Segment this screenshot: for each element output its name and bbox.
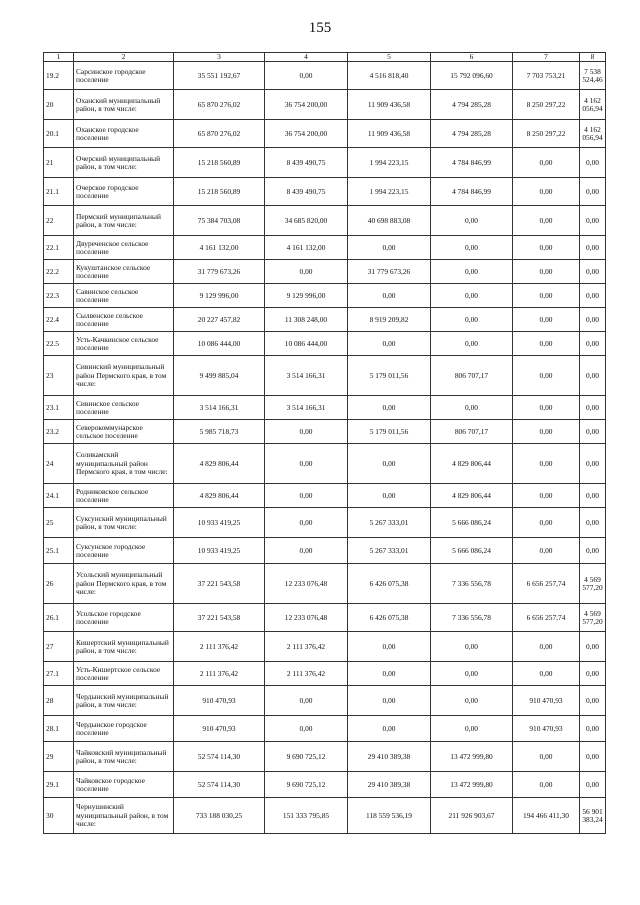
amount-cell-col6: 806 707,17 — [431, 356, 513, 396]
amount-cell-col3: 65 870 276,02 — [174, 120, 265, 148]
amount-cell-col7: 0,00 — [513, 772, 580, 798]
amount-cell-col6: 4 794 285,28 — [431, 120, 513, 148]
amount-cell-col5: 5 267 333,01 — [348, 538, 431, 564]
row-number-cell: 27.1 — [44, 662, 74, 686]
amount-cell-col4: 0,00 — [265, 420, 348, 444]
amount-cell-col8: 0,00 — [580, 284, 606, 308]
amount-cell-col7: 0,00 — [513, 356, 580, 396]
amount-cell-col3: 10 933 419,25 — [174, 508, 265, 538]
amount-cell-col3: 65 870 276,02 — [174, 90, 265, 120]
amount-cell-col3: 37 221 543,58 — [174, 564, 265, 604]
municipality-name-cell: Усольское городское поселение — [74, 604, 174, 632]
amount-cell-col4: 9 690 725,12 — [265, 772, 348, 798]
amount-cell-col6: 0,00 — [431, 396, 513, 420]
amount-cell-col5: 40 698 883,08 — [348, 206, 431, 236]
municipality-name-cell: Очерское городское поселение — [74, 178, 174, 206]
amount-cell-col7: 0,00 — [513, 148, 580, 178]
row-number-cell: 26 — [44, 564, 74, 604]
amount-cell-col3: 31 779 673,26 — [174, 260, 265, 284]
row-number-cell: 20.1 — [44, 120, 74, 148]
table-row — [44, 798, 606, 834]
amount-cell-col8: 4 569 577,20 — [580, 604, 606, 632]
amount-cell-col8: 0,00 — [580, 332, 606, 356]
amount-cell-col6: 4 829 806,44 — [431, 484, 513, 508]
row-number-cell: 24.1 — [44, 484, 74, 508]
municipality-name-cell: Сивинское сельское поселение — [74, 396, 174, 420]
amount-cell-col3: 52 574 114,30 — [174, 742, 265, 772]
amount-cell-col6: 4 794 285,28 — [431, 90, 513, 120]
amount-cell-col8: 0,00 — [580, 508, 606, 538]
amount-cell-col5: 5 267 333,01 — [348, 508, 431, 538]
table-row — [44, 686, 606, 716]
row-number-cell: 23.1 — [44, 396, 74, 420]
amount-cell-col3: 15 218 560,89 — [174, 178, 265, 206]
budget-table — [43, 52, 606, 834]
amount-cell-col5: 11 909 436,58 — [348, 120, 431, 148]
amount-cell-col8: 0,00 — [580, 206, 606, 236]
column-header: 1 — [44, 53, 74, 62]
amount-cell-col4: 36 754 200,00 — [265, 90, 348, 120]
municipality-name-cell: Чернушинский муниципальный район, в том числе: — [74, 798, 174, 834]
amount-cell-col6: 0,00 — [431, 308, 513, 332]
municipality-name-cell: Усть-Качкинское сельское поселение — [74, 332, 174, 356]
amount-cell-col4: 12 233 076,48 — [265, 604, 348, 632]
municipality-name-cell: Сарсинское городское поселение — [74, 62, 174, 90]
amount-cell-col8: 7 538 524,46 — [580, 62, 606, 90]
amount-cell-col4: 36 754 200,00 — [265, 120, 348, 148]
table-row — [44, 632, 606, 662]
amount-cell-col7: 0,00 — [513, 396, 580, 420]
row-number-cell: 28.1 — [44, 716, 74, 742]
row-number-cell: 20 — [44, 90, 74, 120]
amount-cell-col6: 0,00 — [431, 716, 513, 742]
amount-cell-col5: 6 426 075,38 — [348, 564, 431, 604]
amount-cell-col3: 75 384 703,08 — [174, 206, 265, 236]
amount-cell-col6: 0,00 — [431, 260, 513, 284]
amount-cell-col7: 0,00 — [513, 178, 580, 206]
amount-cell-col4: 0,00 — [265, 686, 348, 716]
amount-cell-col5: 1 994 223,15 — [348, 148, 431, 178]
amount-cell-col6: 0,00 — [431, 632, 513, 662]
amount-cell-col5: 0,00 — [348, 662, 431, 686]
amount-cell-col8: 0,00 — [580, 260, 606, 284]
amount-cell-col7: 0,00 — [513, 284, 580, 308]
amount-cell-col3: 910 470,93 — [174, 716, 265, 742]
table-row — [44, 236, 606, 260]
amount-cell-col8: 0,00 — [580, 662, 606, 686]
municipality-name-cell: Кишертский муниципальный район, в том числе: — [74, 632, 174, 662]
amount-cell-col3: 733 188 030,25 — [174, 798, 265, 834]
amount-cell-col8: 0,00 — [580, 148, 606, 178]
amount-cell-col3: 3 514 166,31 — [174, 396, 265, 420]
row-number-cell: 29.1 — [44, 772, 74, 798]
row-number-cell: 23.2 — [44, 420, 74, 444]
amount-cell-col5: 8 919 209,82 — [348, 308, 431, 332]
amount-cell-col4: 10 086 444,00 — [265, 332, 348, 356]
amount-cell-col5: 0,00 — [348, 632, 431, 662]
amount-cell-col4: 8 439 490,75 — [265, 178, 348, 206]
table-row — [44, 484, 606, 508]
column-header: 4 — [265, 53, 348, 62]
amount-cell-col7: 0,00 — [513, 742, 580, 772]
amount-cell-col7: 910 470,93 — [513, 686, 580, 716]
amount-cell-col7: 0,00 — [513, 508, 580, 538]
amount-cell-col4: 9 690 725,12 — [265, 742, 348, 772]
column-header: 3 — [174, 53, 265, 62]
amount-cell-col7: 0,00 — [513, 420, 580, 444]
row-number-cell: 29 — [44, 742, 74, 772]
amount-cell-col6: 0,00 — [431, 206, 513, 236]
amount-cell-col5: 11 909 436,58 — [348, 90, 431, 120]
amount-cell-col4: 0,00 — [265, 538, 348, 564]
amount-cell-col7: 7 703 753,21 — [513, 62, 580, 90]
amount-cell-col5: 0,00 — [348, 236, 431, 260]
amount-cell-col6: 0,00 — [431, 332, 513, 356]
row-number-cell: 25 — [44, 508, 74, 538]
table-row — [44, 662, 606, 686]
amount-cell-col8: 0,00 — [580, 444, 606, 484]
amount-cell-col5: 0,00 — [348, 284, 431, 308]
municipality-name-cell: Кукуштанское сельское поселение — [74, 260, 174, 284]
amount-cell-col6: 5 666 086,24 — [431, 508, 513, 538]
municipality-name-cell: Соликамский муниципальный район Пермского края, в том числе: — [74, 444, 174, 484]
amount-cell-col7: 0,00 — [513, 332, 580, 356]
table-row — [44, 178, 606, 206]
amount-cell-col7: 6 656 257,74 — [513, 604, 580, 632]
row-number-cell: 21.1 — [44, 178, 74, 206]
amount-cell-col4: 8 439 490,75 — [265, 148, 348, 178]
amount-cell-col5: 0,00 — [348, 444, 431, 484]
municipality-name-cell: Двуреченское сельское поселение — [74, 236, 174, 260]
amount-cell-col8: 0,00 — [580, 308, 606, 332]
amount-cell-col8: 4 162 056,94 — [580, 90, 606, 120]
amount-cell-col7: 0,00 — [513, 632, 580, 662]
row-number-cell: 28 — [44, 686, 74, 716]
table-row — [44, 716, 606, 742]
table-header-row — [44, 53, 606, 62]
amount-cell-col4: 12 233 076,48 — [265, 564, 348, 604]
amount-cell-col3: 9 499 885,04 — [174, 356, 265, 396]
amount-cell-col4: 0,00 — [265, 484, 348, 508]
municipality-name-cell: Северокоммунарское сельское поселение — [74, 420, 174, 444]
table-row — [44, 356, 606, 396]
amount-cell-col4: 4 161 132,00 — [265, 236, 348, 260]
amount-cell-col5: 1 994 223,15 — [348, 178, 431, 206]
municipality-name-cell: Оханский муниципальный район, в том числе: — [74, 90, 174, 120]
municipality-name-cell: Пермский муниципальный район, в том числе: — [74, 206, 174, 236]
amount-cell-col6: 806 707,17 — [431, 420, 513, 444]
amount-cell-col4: 3 514 166,31 — [265, 356, 348, 396]
table-row — [44, 742, 606, 772]
amount-cell-col8: 0,00 — [580, 632, 606, 662]
row-number-cell: 30 — [44, 798, 74, 834]
amount-cell-col5: 118 559 536,19 — [348, 798, 431, 834]
amount-cell-col7: 0,00 — [513, 260, 580, 284]
amount-cell-col5: 5 179 011,56 — [348, 356, 431, 396]
amount-cell-col5: 0,00 — [348, 396, 431, 420]
amount-cell-col5: 0,00 — [348, 484, 431, 508]
row-number-cell: 22.1 — [44, 236, 74, 260]
amount-cell-col4: 151 333 795,85 — [265, 798, 348, 834]
amount-cell-col6: 0,00 — [431, 686, 513, 716]
table-row — [44, 206, 606, 236]
amount-cell-col7: 194 466 411,30 — [513, 798, 580, 834]
amount-cell-col6: 0,00 — [431, 236, 513, 260]
amount-cell-col4: 0,00 — [265, 260, 348, 284]
amount-cell-col7: 0,00 — [513, 206, 580, 236]
amount-cell-col8: 0,00 — [580, 356, 606, 396]
amount-cell-col6: 5 666 086,24 — [431, 538, 513, 564]
amount-cell-col8: 0,00 — [580, 686, 606, 716]
amount-cell-col8: 56 901 383,24 — [580, 798, 606, 834]
municipality-name-cell: Оханское городское поселение — [74, 120, 174, 148]
amount-cell-col8: 0,00 — [580, 742, 606, 772]
amount-cell-col8: 0,00 — [580, 716, 606, 742]
amount-cell-col5: 31 779 673,26 — [348, 260, 431, 284]
amount-cell-col5: 5 179 011,56 — [348, 420, 431, 444]
amount-cell-col6: 4 784 846,99 — [431, 178, 513, 206]
table-row — [44, 260, 606, 284]
amount-cell-col8: 4 569 577,20 — [580, 564, 606, 604]
amount-cell-col3: 2 111 376,42 — [174, 662, 265, 686]
municipality-name-cell: Сивинский муниципальный район Пермского края, в том числе: — [74, 356, 174, 396]
amount-cell-col7: 0,00 — [513, 236, 580, 260]
table-row — [44, 564, 606, 604]
table-row — [44, 508, 606, 538]
amount-cell-col3: 52 574 114,30 — [174, 772, 265, 798]
row-number-cell: 27 — [44, 632, 74, 662]
amount-cell-col5: 0,00 — [348, 332, 431, 356]
amount-cell-col6: 0,00 — [431, 284, 513, 308]
municipality-name-cell: Савинское сельское поселение — [74, 284, 174, 308]
amount-cell-col8: 0,00 — [580, 484, 606, 508]
amount-cell-col8: 0,00 — [580, 420, 606, 444]
amount-cell-col4: 0,00 — [265, 62, 348, 90]
table-row — [44, 90, 606, 120]
amount-cell-col7: 0,00 — [513, 538, 580, 564]
municipality-name-cell: Усольский муниципальный район Пермского края, в том числе: — [74, 564, 174, 604]
table-row — [44, 308, 606, 332]
amount-cell-col7: 0,00 — [513, 308, 580, 332]
table-row — [44, 148, 606, 178]
amount-cell-col6: 4 784 846,99 — [431, 148, 513, 178]
amount-cell-col7: 0,00 — [513, 484, 580, 508]
table-row — [44, 604, 606, 632]
table-row — [44, 444, 606, 484]
municipality-name-cell: Чайковское городское поселение — [74, 772, 174, 798]
amount-cell-col7: 8 250 297,22 — [513, 120, 580, 148]
municipality-name-cell: Сылвенское сельское поселение — [74, 308, 174, 332]
column-header: 8 — [580, 53, 606, 62]
amount-cell-col3: 5 985 718,73 — [174, 420, 265, 444]
row-number-cell: 22.4 — [44, 308, 74, 332]
row-number-cell: 22.5 — [44, 332, 74, 356]
amount-cell-col5: 29 410 389,38 — [348, 742, 431, 772]
amount-cell-col6: 15 792 096,60 — [431, 62, 513, 90]
amount-cell-col4: 0,00 — [265, 444, 348, 484]
table-body — [44, 62, 606, 834]
amount-cell-col7: 910 470,93 — [513, 716, 580, 742]
row-number-cell: 21 — [44, 148, 74, 178]
municipality-name-cell: Чердынский муниципальный район, в том числе: — [74, 686, 174, 716]
amount-cell-col4: 0,00 — [265, 508, 348, 538]
municipality-name-cell: Усть-Кишертское сельское поселение — [74, 662, 174, 686]
amount-cell-col5: 0,00 — [348, 716, 431, 742]
amount-cell-col8: 4 162 056,94 — [580, 120, 606, 148]
municipality-name-cell: Суксунское городское поселение — [74, 538, 174, 564]
municipality-name-cell: Родниковское сельское поселение — [74, 484, 174, 508]
amount-cell-col8: 0,00 — [580, 396, 606, 420]
amount-cell-col3: 4 829 806,44 — [174, 484, 265, 508]
amount-cell-col3: 10 086 444,00 — [174, 332, 265, 356]
amount-cell-col4: 3 514 166,31 — [265, 396, 348, 420]
amount-cell-col3: 35 551 192,67 — [174, 62, 265, 90]
row-number-cell: 22 — [44, 206, 74, 236]
amount-cell-col5: 0,00 — [348, 686, 431, 716]
table-row — [44, 62, 606, 90]
amount-cell-col4: 2 111 376,42 — [265, 632, 348, 662]
amount-cell-col5: 6 426 075,38 — [348, 604, 431, 632]
amount-cell-col4: 9 129 996,00 — [265, 284, 348, 308]
amount-cell-col7: 0,00 — [513, 662, 580, 686]
table-row — [44, 772, 606, 798]
row-number-cell: 24 — [44, 444, 74, 484]
municipality-name-cell: Очерский муниципальный район, в том числе: — [74, 148, 174, 178]
table-row — [44, 284, 606, 308]
table-row — [44, 420, 606, 444]
column-header: 6 — [431, 53, 513, 62]
amount-cell-col3: 15 218 560,89 — [174, 148, 265, 178]
row-number-cell: 22.3 — [44, 284, 74, 308]
amount-cell-col5: 4 516 818,40 — [348, 62, 431, 90]
table-row — [44, 120, 606, 148]
amount-cell-col8: 0,00 — [580, 178, 606, 206]
amount-cell-col6: 7 336 556,78 — [431, 604, 513, 632]
amount-cell-col6: 13 472 999,80 — [431, 772, 513, 798]
column-header: 5 — [348, 53, 431, 62]
amount-cell-col7: 0,00 — [513, 444, 580, 484]
amount-cell-col6: 7 336 556,78 — [431, 564, 513, 604]
amount-cell-col3: 20 227 457,82 — [174, 308, 265, 332]
amount-cell-col3: 4 829 806,44 — [174, 444, 265, 484]
municipality-name-cell: Чердынское городское поселение — [74, 716, 174, 742]
column-header: 7 — [513, 53, 580, 62]
amount-cell-col8: 0,00 — [580, 236, 606, 260]
municipality-name-cell: Чайковский муниципальный район, в том числе: — [74, 742, 174, 772]
amount-cell-col8: 0,00 — [580, 538, 606, 564]
amount-cell-col5: 29 410 389,38 — [348, 772, 431, 798]
amount-cell-col3: 910 470,93 — [174, 686, 265, 716]
table-row — [44, 332, 606, 356]
amount-cell-col3: 2 111 376,42 — [174, 632, 265, 662]
amount-cell-col6: 0,00 — [431, 662, 513, 686]
amount-cell-col7: 8 250 297,22 — [513, 90, 580, 120]
page-number: 155 — [308, 20, 332, 36]
row-number-cell: 22.2 — [44, 260, 74, 284]
amount-cell-col8: 0,00 — [580, 772, 606, 798]
amount-cell-col3: 9 129 996,00 — [174, 284, 265, 308]
row-number-cell: 23 — [44, 356, 74, 396]
amount-cell-col4: 0,00 — [265, 716, 348, 742]
amount-cell-col4: 11 308 248,00 — [265, 308, 348, 332]
amount-cell-col7: 6 656 257,74 — [513, 564, 580, 604]
amount-cell-col3: 4 161 132,00 — [174, 236, 265, 260]
amount-cell-col4: 34 685 820,00 — [265, 206, 348, 236]
amount-cell-col6: 211 926 903,67 — [431, 798, 513, 834]
column-header: 2 — [74, 53, 174, 62]
amount-cell-col6: 13 472 999,80 — [431, 742, 513, 772]
table-row — [44, 396, 606, 420]
amount-cell-col6: 4 829 806,44 — [431, 444, 513, 484]
row-number-cell: 19.2 — [44, 62, 74, 90]
amount-cell-col3: 37 221 543,58 — [174, 604, 265, 632]
municipality-name-cell: Суксунский муниципальный район, в том числе: — [74, 508, 174, 538]
amount-cell-col3: 10 933 419,25 — [174, 538, 265, 564]
amount-cell-col4: 2 111 376,42 — [265, 662, 348, 686]
row-number-cell: 25.1 — [44, 538, 74, 564]
table-row — [44, 538, 606, 564]
row-number-cell: 26.1 — [44, 604, 74, 632]
